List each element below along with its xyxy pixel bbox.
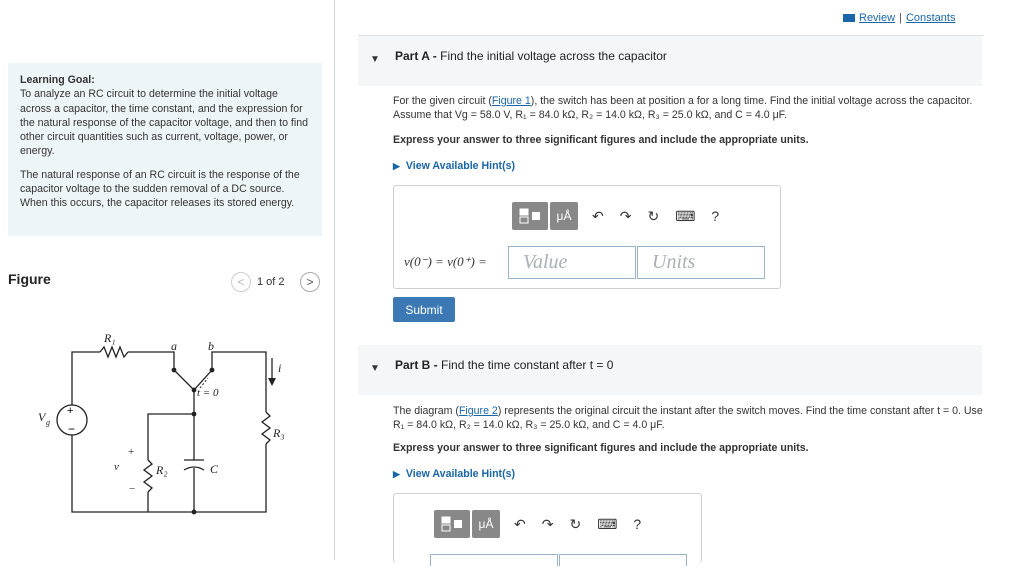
constants-link[interactable]: Constants: [905, 12, 956, 24]
panel-divider: [334, 0, 335, 560]
keyboard-icon[interactable]: ⌨: [675, 207, 696, 224]
review-link[interactable]: Review: [859, 12, 896, 24]
part-a-question: For the given circuit (Figure 1), the switch has been at position a for a long time. Find the initial voltage across the capacitor. Assume that Vg = 58.0 V, R₁ = 84.0 kΩ, R₂ = 14.0 kΩ, R₃ = 25.0 kΩ, and C = 4.0 μF.: [393, 95, 973, 121]
current-arrow-icon: [268, 378, 276, 386]
math-toolbar: [512, 202, 719, 230]
math-toolbar: [434, 510, 641, 538]
part-b-instructions: Express your answer to three significant figures and include the appropriate units.: [393, 442, 809, 454]
v-label: v: [114, 461, 119, 473]
node-b-label: b: [208, 339, 214, 353]
templates-icon: [519, 208, 541, 224]
reset-icon[interactable]: ↻: [569, 515, 582, 532]
r2-label: R₂: [156, 463, 168, 477]
v-minus: −: [129, 483, 136, 495]
switch-time-label: t = 0: [197, 387, 219, 399]
circuit-diagram: [28, 320, 308, 520]
part-b-title: [395, 358, 613, 372]
part-b-value-input[interactable]: [430, 554, 558, 566]
vg-label: V: [38, 410, 46, 424]
part-a-hint-link[interactable]: ▶ View Available Hint(s): [393, 160, 516, 172]
part-a-label: Part A -: [395, 49, 437, 63]
templates-icon: [441, 516, 463, 532]
redo-icon[interactable]: ↷: [541, 515, 554, 532]
capacitor-label: C: [210, 462, 219, 476]
units-button[interactable]: μÅ: [472, 510, 500, 538]
keyboard-icon[interactable]: ⌨: [597, 515, 618, 532]
r3-label: R₃: [273, 426, 285, 440]
part-b-question: The diagram (Figure 2) represents the original circuit the instant after the switch moves. Find the time constant after t = 0. Use R₁ = 84.0 kΩ, R₂ = 14.0 kΩ, R₃ = 25.0 kΩ, and C = 4.0 μF.: [393, 405, 983, 431]
r1-label: R₁: [104, 331, 116, 345]
templates-button[interactable]: [434, 510, 470, 538]
figure-1-link[interactable]: Figure 1: [491, 95, 531, 107]
topbar-separator: |: [899, 12, 902, 24]
learning-goal-text: To analyze an RC circuit to determine the initial voltage across a capacitor, the time constant, and the expression for the natural response of the capacitor voltage, and then to find other circuit quantities such as current, voltage, power, or energy.: [20, 88, 308, 158]
top-links: [843, 12, 955, 24]
figure-2-link[interactable]: Figure 2: [458, 405, 498, 417]
part-b-units-input[interactable]: [559, 554, 687, 566]
learning-goal-text-2: The natural response of an RC circuit is the response of the capacitor voltage to the sudden removal of a DC source. When this occurs, the capacitor releases its stored energy.: [20, 168, 300, 210]
source-minus: −: [68, 422, 76, 436]
part-b-answer-box: [393, 493, 702, 563]
part-a-equation: v(0⁻) = v(0⁺) =: [404, 254, 487, 269]
templates-button[interactable]: [512, 202, 548, 230]
learning-goal-title: Learning Goal:: [20, 74, 95, 86]
review-icon: [843, 14, 855, 22]
part-a-title-text: Find the initial voltage across the capacitor: [436, 49, 667, 63]
part-a-header[interactable]: [358, 36, 982, 86]
units-input[interactable]: Units: [637, 246, 765, 279]
source-plus: +: [67, 405, 74, 417]
hint-arrow-icon: ▶: [393, 469, 400, 479]
undo-icon[interactable]: ↶: [592, 207, 604, 224]
help-icon[interactable]: ?: [711, 208, 720, 224]
figure-pager-text: 1 of 2: [257, 276, 285, 288]
redo-icon[interactable]: ↷: [619, 207, 632, 224]
part-b-hint-link[interactable]: ▶ View Available Hint(s): [393, 468, 516, 480]
undo-icon[interactable]: ↶: [514, 515, 526, 532]
figure-title: Figure: [8, 271, 51, 287]
units-button[interactable]: μÅ: [550, 202, 578, 230]
reset-icon[interactable]: ↻: [647, 207, 660, 224]
current-label: i: [278, 361, 282, 375]
part-a-instructions: Express your answer to three significant figures and include the appropriate units.: [393, 134, 809, 146]
figure-next-button[interactable]: >: [300, 272, 320, 292]
part-b-title-text: Find the time constant after t = 0: [437, 358, 614, 372]
node-a-label: a: [171, 339, 177, 353]
submit-button[interactable]: Submit: [393, 297, 455, 322]
part-b-label: Part B -: [395, 358, 438, 372]
collapse-arrow-icon[interactable]: ▼: [370, 54, 380, 65]
part-a-answer-box: [393, 185, 781, 289]
figure-prev-button[interactable]: <: [231, 272, 251, 292]
left-panel: [0, 0, 334, 570]
part-a-title: [395, 49, 667, 63]
collapse-arrow-icon[interactable]: ▼: [370, 363, 380, 374]
v-plus: +: [128, 446, 135, 458]
vg-subscript: g: [46, 418, 50, 427]
hint-arrow-icon: ▶: [393, 161, 400, 171]
help-icon[interactable]: ?: [633, 516, 642, 532]
learning-goal-box: [8, 63, 322, 236]
value-input[interactable]: Value: [508, 246, 636, 279]
part-b-header[interactable]: [358, 345, 982, 395]
